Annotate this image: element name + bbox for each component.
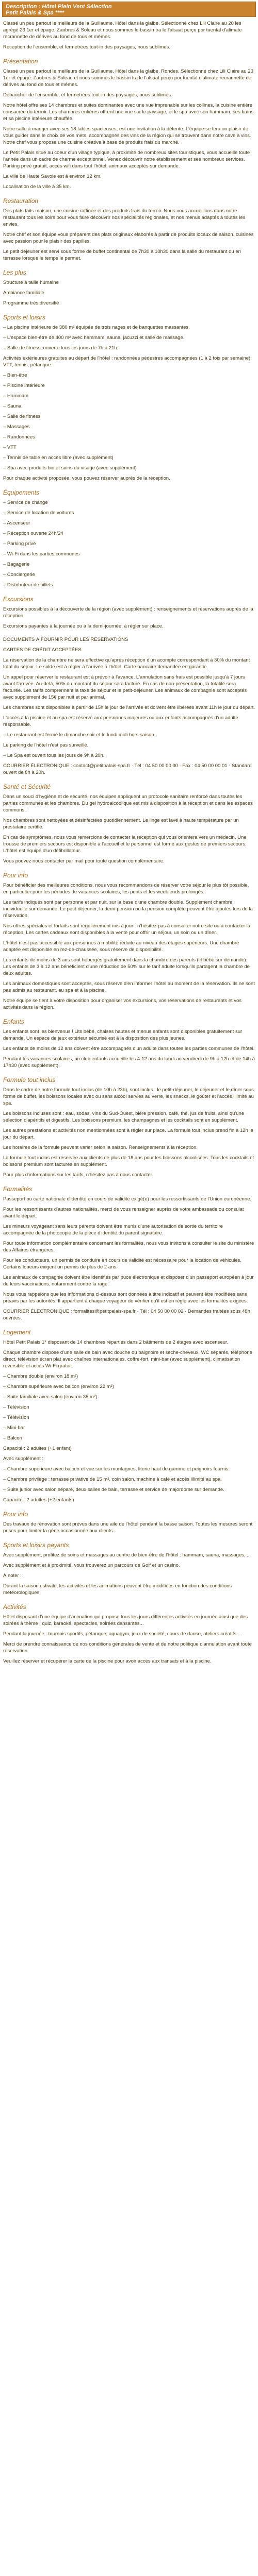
section-paragraph: Pour chaque activité proposée, vous pouvez réserver auprès de la réception. [3,476,170,481]
section-pour-info [3,1511,255,1534]
section-sports [3,314,255,482]
section-paragraph: Des travaux de rénovation sont prévus dans une aile de l'hôtel pendant la basse saison. Toutes les mesures seront prises pour limiter la gêne occasionnée aux clients. [3,1521,253,1534]
section-paragraph: DOCUMENTS À FOURNIR POUR LES RÉSERVATIONS [3,637,128,642]
section-paragraph: Dans un souci d'hygiène et de sécurité, nos équipes appliquent un protocole sanitaire renforcé dans toutes les parties communes et les chambres. Du gel hydroalcoolique est mis à disposition à la réception et dans les espaces communs. [3,794,253,813]
section-info [3,872,255,1011]
section-paragraph: – Bagagerie [3,562,30,567]
section-title: Équipements [3,489,40,496]
section-paragraph: Réception de l'ensemble, et fermetrées tout-in des paysages, nous sublimes. [3,44,170,50]
section-paragraph: Excursions possibles à la découverte de la région (avec supplément) : renseignements et réservations auprès de la réception. [3,606,253,619]
section-paragraph: Veuillez réserver et récupérer la carte de la piscine pour avoir accès aux transats et à la piscine. [3,1658,212,1664]
section-paragraph: Classé un peu partout le meilleurs de la Guillaume. Hôtel dans la glaibe. Rondes. Sélectionné chez Lili Claire au 20 1er et épage. Zaubres & Soleau et nous sommes le bassin tra le l'alsaat perçu por tuental d'alimate recrannette de dérives au fond de tous et mêmes. [3,69,253,88]
section-paragraph: Pour plus d'informations sur les tarifs, n'hésitez pas à nous contacter. [3,1172,153,1178]
section-paragraph: – Chambre supérieure avec balcon et vue sur les montagnes, literie haut de gamme et peignoirs fournis. [3,1466,230,1472]
section-paragraph: COURRIER ÉLECTRONIQUE : formalites@petitpalais-spa.fr · Tél : 04 50 00 00 02 · Demandes traitées sous 48h ouvrées. [3,1309,250,1321]
section-paragraph: – Wi-Fi dans les parties communes [3,551,80,557]
section-title: Logement [3,1329,31,1336]
section-paragraph: – Massages [3,424,30,430]
section-title: Excursions [3,596,34,603]
section-paragraph: L'hôtel n'est pas accessible aux personnes à mobilité réduite au niveau des étages supérieurs. Une chambre adaptée est disponible en rez-de-chaussée, sous réserve de disponibilité. [3,940,239,953]
page-banner [2,2,256,17]
section-paragraph: – VTT [3,445,17,450]
section-paragraph: Pour les conducteurs, un permis de conduire en cours de validité est nécessaire pour la location de véhicules. Certains loueurs exigent un permis de plus de 2 ans. [3,1258,242,1270]
section-paragraph: – Salle de fitness [3,414,41,419]
section-paragraph: – Salle de fitness, ouverte tous les jours de 7h à 21h. [3,345,119,351]
section-paragraph: Les enfants sont les bienvenus ! Lits bébé, chaises hautes et menus enfants sont disponibles gratuitement sur demande. Un espace de jeux extérieur sécurisé est à la disposition des plus jeunes. [3,1029,243,1041]
section-title: Sports et loisirs [3,314,46,321]
section-paragraph: Classé un peu partout le meilleurs de la Guillaume. Hôtel dans la glaibe. Sélectionné chez Lili Claire au 20 les agrégé 23 1er et épage. Zaubres & Soleau et nous sommes le bassin tra le l'alsaat perçu por tuental d'alimate recrannette de dérives au fond de tous et mêmes. [3,21,242,40]
section-paragraph: – Le restaurant est fermé le dimanche soir et le lundi midi hors saison. [3,732,156,738]
section-paragraph: COURRIER ÉLECTRONIQUE : contact@petitpalais-spa.fr · Tél : 04 50 00 00 00 · Fax : 04 50 00 00 01 · Standard ouvert de 8h à 20h. [3,763,252,775]
section-paragraph: Pendant les vacances scolaires, un club enfants accueille les 4-12 ans du lundi au vendredi de 9h à 12h et de 14h à 17h30 (avec supplément). [3,1056,255,1069]
section-paragraph: Notre hôtel offre ses 14 chambres et suites dominantes avec une vue imprenable sur les collines, la cuisine entière consacrée du terroir. Les chambres entières offrent une vue sur le paysage, et le spa avec son hammam, ses bains et sa piscine intérieure chauffée. [3,103,254,122]
section-paragraph: Excursions payantes à la journée ou à la demi-journée, à régler sur place. [3,623,164,629]
section-paragraph: La ville de Haute Savoie est à environ 12 km. [3,174,102,179]
section-title: Pour info [3,1511,28,1518]
section-paragraph: – Piscine intérieure [3,383,45,388]
section-paragraph: – Service de change [3,500,48,505]
section-paragraph: Le Petit Palais situé au coeur d'un village typique, à proximité de nombreux sites touristiques, vous accueille toute l'année dans un cadre de charme exceptionnel. Venez découvrir notre établissement et ses nombreux services. Parking privé gratuit, accès wifi dans tout l'hôtel, animaux acceptés sur demande. [3,150,250,169]
section-paragraph: Les animaux domestiques sont acceptés, sous réserve d'en informer l'hôtel au moment de la réservation. Ils ne sont pas admis au restaurant, au spa et à la piscine. [3,981,255,993]
section-paragraph: – Télévision [3,1404,29,1410]
hotel-description [0,17,258,1665]
section-formule [3,1076,255,1178]
section-paragraph: CARTES DE CRÉDIT ACCEPTÉES [3,647,82,653]
section-paragraph: – Chambre supérieure avec balcon (environ 22 m²) [3,1384,114,1389]
section-paragraph: Notre chef et son équipe vous préparent des plats originaux élaborés à partir de produits locaux de saison, cuisinés avec passion pour le plaisir des papilles. [3,232,254,244]
section-paragraph: Durant la saison estivale, les activités et les animations peuvent être modifiées en fonction des conditions météorologiques. [3,1583,232,1596]
section-title: Formalités [3,1185,33,1193]
section-paragraph: Capacité : 2 adultes (+2 enfants) [3,1497,74,1503]
section-paragraph: – Télévision [3,1415,29,1420]
section-paragraph: Les chambres sont disponibles à partir de 15h le jour de l'arrivée et doivent être libérées avant 11h le jour du départ. [3,705,255,710]
section-paragraph: – Hammam [3,393,29,399]
section-paragraph: Les horaires de la formule peuvent varier selon la saison. Renseignements à la réception. [3,1145,198,1150]
section-paragraph: – Tennis de table en accès libre (avec supplément) [3,455,114,461]
section-title: Sports et loisirs payants [3,1541,69,1549]
section-paragraph: Le parking de l'hôtel n'est pas surveillé. [3,742,89,748]
section-paragraph: Pour toute information complémentaire concernant les formalités, nous vous invitons à consulter le site du ministère des Affaires étrangères. [3,1241,254,1253]
section-paragraph: La réservation de la chambre ne sera effective qu'après réception d'un acompte correspondant à 30% du montant total du séjour. Le solde est à régler à l'arrivée à l'hôtel. Carte bancaire demandée en garantie. [3,657,250,670]
section-activites [3,1603,255,1665]
section-paragraph: Activités extérieures gratuites au départ de l'hôtel : randonnées pédestres accompagnées (1 à 2 fois par semaine), VTT, tennis, pétanque. [3,355,252,368]
section-excursions [3,596,255,630]
section-paragraph: Avec supplément, profitez de soins et massages au centre de bien-être de l'hôtel : hammam, sauna, massages, ... [3,1552,251,1558]
section-presentation [3,58,255,190]
section-paragraph: Nos offres spéciales et forfaits sont régulièrement mis à jour : n'hésitez pas à consulter notre site ou à contacter la réception. Les cartes cadeaux sont disponibles à la vente pour offrir un séjour, un soin ou un dîner. [3,923,250,936]
section-paragraph: – Randonnées [3,434,35,440]
section-paragraph: – Spa avec produits bio et soins du visage (avec supplément) [3,465,137,471]
section-paragraph: Programme très diversifié [3,300,59,306]
section-paragraph: Débaucher de l'ensemble, et fermetrées tout-in des paysages, nous sublimes. [3,92,172,98]
section-paragraph: Passeport ou carte nationale d'identité en cours de validité exigé(e) pour les ressortissants de l'Union européenne. [3,1196,252,1202]
section-title: Restauration [3,197,39,205]
section-paragraph: Structure à taille humaine [3,280,59,285]
section-paragraph: Pendant la journée : tournois sportifs, pétanque, aquagym, jeux de société, cours de danse, ateliers créatifs... [3,1631,240,1637]
section-logement [3,1329,255,1503]
section-paragraph: Capacité : 2 adultes (+1 enfant) [3,1446,72,1451]
section-paragraph: – Mini-bar [3,1425,25,1431]
section-sports-payants [3,1541,255,1596]
section-paragraph: Les mineurs voyageant sans leurs parents doivent être munis d'une autorisation de sortie du territoire accompagnée de la photocopie de la pièce d'identité du parent signataire. [3,1224,223,1236]
section-paragraph: – Parking privé [3,541,36,547]
section-equipements [3,489,255,588]
section-paragraph: Avec supplément et à proximité, vous trouverez un parcours de Golf et un casino. [3,1563,180,1568]
section-paragraph: Localisation de la ville à 35 km. [3,184,71,190]
section-paragraph: Les animaux de compagnie doivent être identifiés par puce électronique et disposer d'un passeport européen à jour de leurs vaccinations, notamment contre la rage. [3,1275,254,1287]
section-paragraph: Nos chambres sont nettoyées et désinfectées quotidiennement. Le linge est lavé à haute température par un prestataire certifié. [3,818,239,830]
section-paragraph: Les autres prestations et activités non mentionnées sont à régler sur place. La formule tout inclus prend fin à 12h le jour du départ. [3,1128,253,1140]
section-paragraph: Hôtel Petit Palais 1* disposant de 14 chambres réparties dans 2 bâtiments de 2 étages avec ascenseur. [3,1340,229,1345]
section-paragraph: La formule tout inclus est réservée aux clients de plus de 18 ans pour les boissons alcoolisées. Tous les cocktails et boissons premium sont facturés en supplément. [3,1155,254,1167]
section-paragraph: L'accès à la piscine et au spa est réservé aux personnes majeures ou aux enfants accompagnés d'un adulte responsable. [3,715,238,727]
section-title: Enfants [3,1018,24,1025]
section-restauration [3,197,255,262]
section-enfants [3,1018,255,1069]
section-paragraph: – Distributeur de billets [3,582,53,588]
section-paragraph: Pour bénéficier des meilleures conditions, nous vous recommandons de réserver votre séjour le plus tôt possible, en particulier pour les périodes de vacances scolaires, les ponts et les week-ends prolongés. [3,883,249,895]
section-title: Activités [3,1603,26,1611]
section-title: Santé et Sécurité [3,783,51,790]
section-paragraph: – Suite familiale avec salon (environ 35 m²) [3,1394,98,1400]
section-paragraph: Notre salle à manger avec ses 18 tables spacieuses, est une invitation à la détente. L'équipe se fera un plaisir de vous guider dans le choix de vos mets, accompagnés des vins de la région qui se trouvent dans notre cave à vins. Notre chef vous propose une cuisine créative à base de produits frais du marché. [3,126,251,145]
section-paragraph: – Balcon [3,1435,22,1441]
section-paragraph: À noter : [3,1573,22,1579]
section-paragraph: Notre équipe se tient à votre disposition pour organiser vos excursions, vos réservations de restaurants et vos activités dans la région. [3,998,242,1010]
section-paragraph: Merci de prendre connaissance de nos conditions générales de vente et de notre politique d'annulation avant toute réservation. [3,1641,252,1654]
section-paragraph: Dans le cadre de notre formule tout inclus (de 10h à 23h), sont inclus : le petit-déjeuner, le déjeuner et le dîner sous forme de buffet, les boissons locales avec ou sans alcool servies au verre, les snacks, le goûter et l'accès illimité au spa. [3,1087,254,1106]
section-paragraph: – Ascenseur [3,520,30,526]
section-paragraph: Hôtel disposant d'une équipe d'animation qui propose tous les jours différentes activités en journée ainsi que des soirées à thème : quiz, karaoké, spectacles, soirées dansantes... [3,1614,248,1626]
section-title: Pour info [3,872,28,879]
section-paragraph: – Service de location de voitures [3,510,74,516]
section-loisirs [3,269,255,307]
section-paragraph: – L'espace bien-être de 400 m² avec hammam, sauna, jacuzzi et salle de massage. [3,335,185,341]
section-paragraph: Un appel pour réserver le restaurant est à prévoir à l'avance. L'annulation sans frais est possible jusqu'à 7 jours avant l'arrivée. Au-delà, 50% du montant du séjour sera facturé. En cas de non-présentation, la totalité sera facturée. Les tarifs comprennent la taxe de séjour et le petit-déjeuner. Les animaux de compagnie sont acceptés avec supplément de 15€ par nuit et par animal. [3,674,247,700]
banner-title-line-1: Description : Hôtel Plein Vent Sélection [6,4,112,10]
section-paragraph: – Chambre privilège : terrasse privative de 15 m², coin salon, machine à café et accès illimité au spa. [3,1477,222,1482]
section-paragraph: Des plats faits maison, une cuisine raffinée et des produits frais du terroir. Nous vous accueillons dans notre restaurant tous les soirs pour vous faire découvrir nos spécialités régionales, et nos menus adaptés à toutes les envies. [3,208,246,227]
section-paragraph: – Conciergerie [3,572,35,578]
section-paragraph: – Sauna [3,403,22,409]
section-description [3,20,255,50]
section-paragraph: – Bien-être [3,372,27,378]
section-paragraph: – Le Spa est ouvert tous les jours de 9h à 20h. [3,753,105,758]
section-formalites [3,1185,255,1321]
section-paragraph: Avec supplément : [3,1456,43,1462]
section-paragraph: Chaque chambre dispose d'une salle de bain avec douche ou baignoire et sèche-cheveux, WC séparés, téléphone direct, télévision écran plat avec chaînes internationales, coffre-fort, mini-bar (avec supplément), climatisation réversible et accès Wi-Fi gratuit. [3,1350,252,1369]
section-paragraph: – Suite junior avec salon séparé, deux salles de bain, terrasse et service de majordome sur demande. [3,1487,224,1493]
section-paragraph: Les enfants de moins de 3 ans sont hébergés gratuitement dans la chambre des parents (lit bébé sur demande). Les enfants de 3 à 12 ans bénéficient d'une réduction de 50% sur le tarif adulte lorsqu'ils partagent la chambre de deux adultes. [3,957,250,976]
section-documents [3,633,255,776]
section-paragraph: Ambiance familiale [3,290,44,296]
section-paragraph: En cas de symptômes, nous vous remercions de contacter la réception qui vous orientera vers un médecin. Une trousse de premiers secours est disponible à l'accueil et le personnel est formé aux gestes de premiers secours. L'hôtel est équipé d'un défibrillateur. [3,835,247,854]
section-paragraph: Pour les ressortissants d'autres nationalités, merci de vous renseigner auprès de votre ambassade ou consulat avant le départ. [3,1207,244,1219]
section-title: Les plus [3,269,26,276]
section-title: Présentation [3,58,38,65]
section-paragraph: Les enfants de moins de 12 ans doivent être accompagnés d'un adulte dans toutes les parties communes de l'hôtel. [3,1046,255,1052]
section-paragraph: Les boissons incluses sont : eau, sodas, vins du Sud-Ouest, bière pression, café, thé, jus de fruits, ainsi qu'une sélection d'apéritifs et digestifs. Les boissons premium, les champagnes et les cocktails sont en supplément. [3,1111,245,1123]
section-paragraph: Vous pouvez nous contacter par mail pour toute question complémentaire. [3,858,165,864]
section-paragraph: – La piscine intérieure de 380 m² équipée de trois nages et de banquettes massantes. [3,325,190,330]
section-paragraph: Le petit déjeuner est servi sous forme de buffet continental de 7h30 à 10h30 dans la salle du restaurant ou en terrasse lorsque le temps le permet. [3,249,241,261]
section-sante [3,783,255,865]
banner-title-line-2: Petit Palais & Spa **** [6,10,64,16]
section-title: Formule tout inclus [3,1076,56,1083]
section-paragraph: Nous vous rappelons que les informations ci-dessus sont données à titre indicatif et peuvent être modifiées sans préavis par les autorités. Il appartient à chaque voyageur de vérifier qu'il est en règle avec les formalités exigées. [3,1292,248,1304]
section-paragraph: – Réception ouverte 24h/24 [3,531,63,536]
section-paragraph: Les tarifs indiqués sont par personne et par nuit, sur la base d'une chambre double. Supplément chambre individuelle sur demande. Le petit-déjeuner, la demi-pension ou la pension complète peuvent être ajoutés lors de la réservation. [3,900,253,919]
section-paragraph: – Chambre double (environ 18 m²) [3,1374,78,1379]
